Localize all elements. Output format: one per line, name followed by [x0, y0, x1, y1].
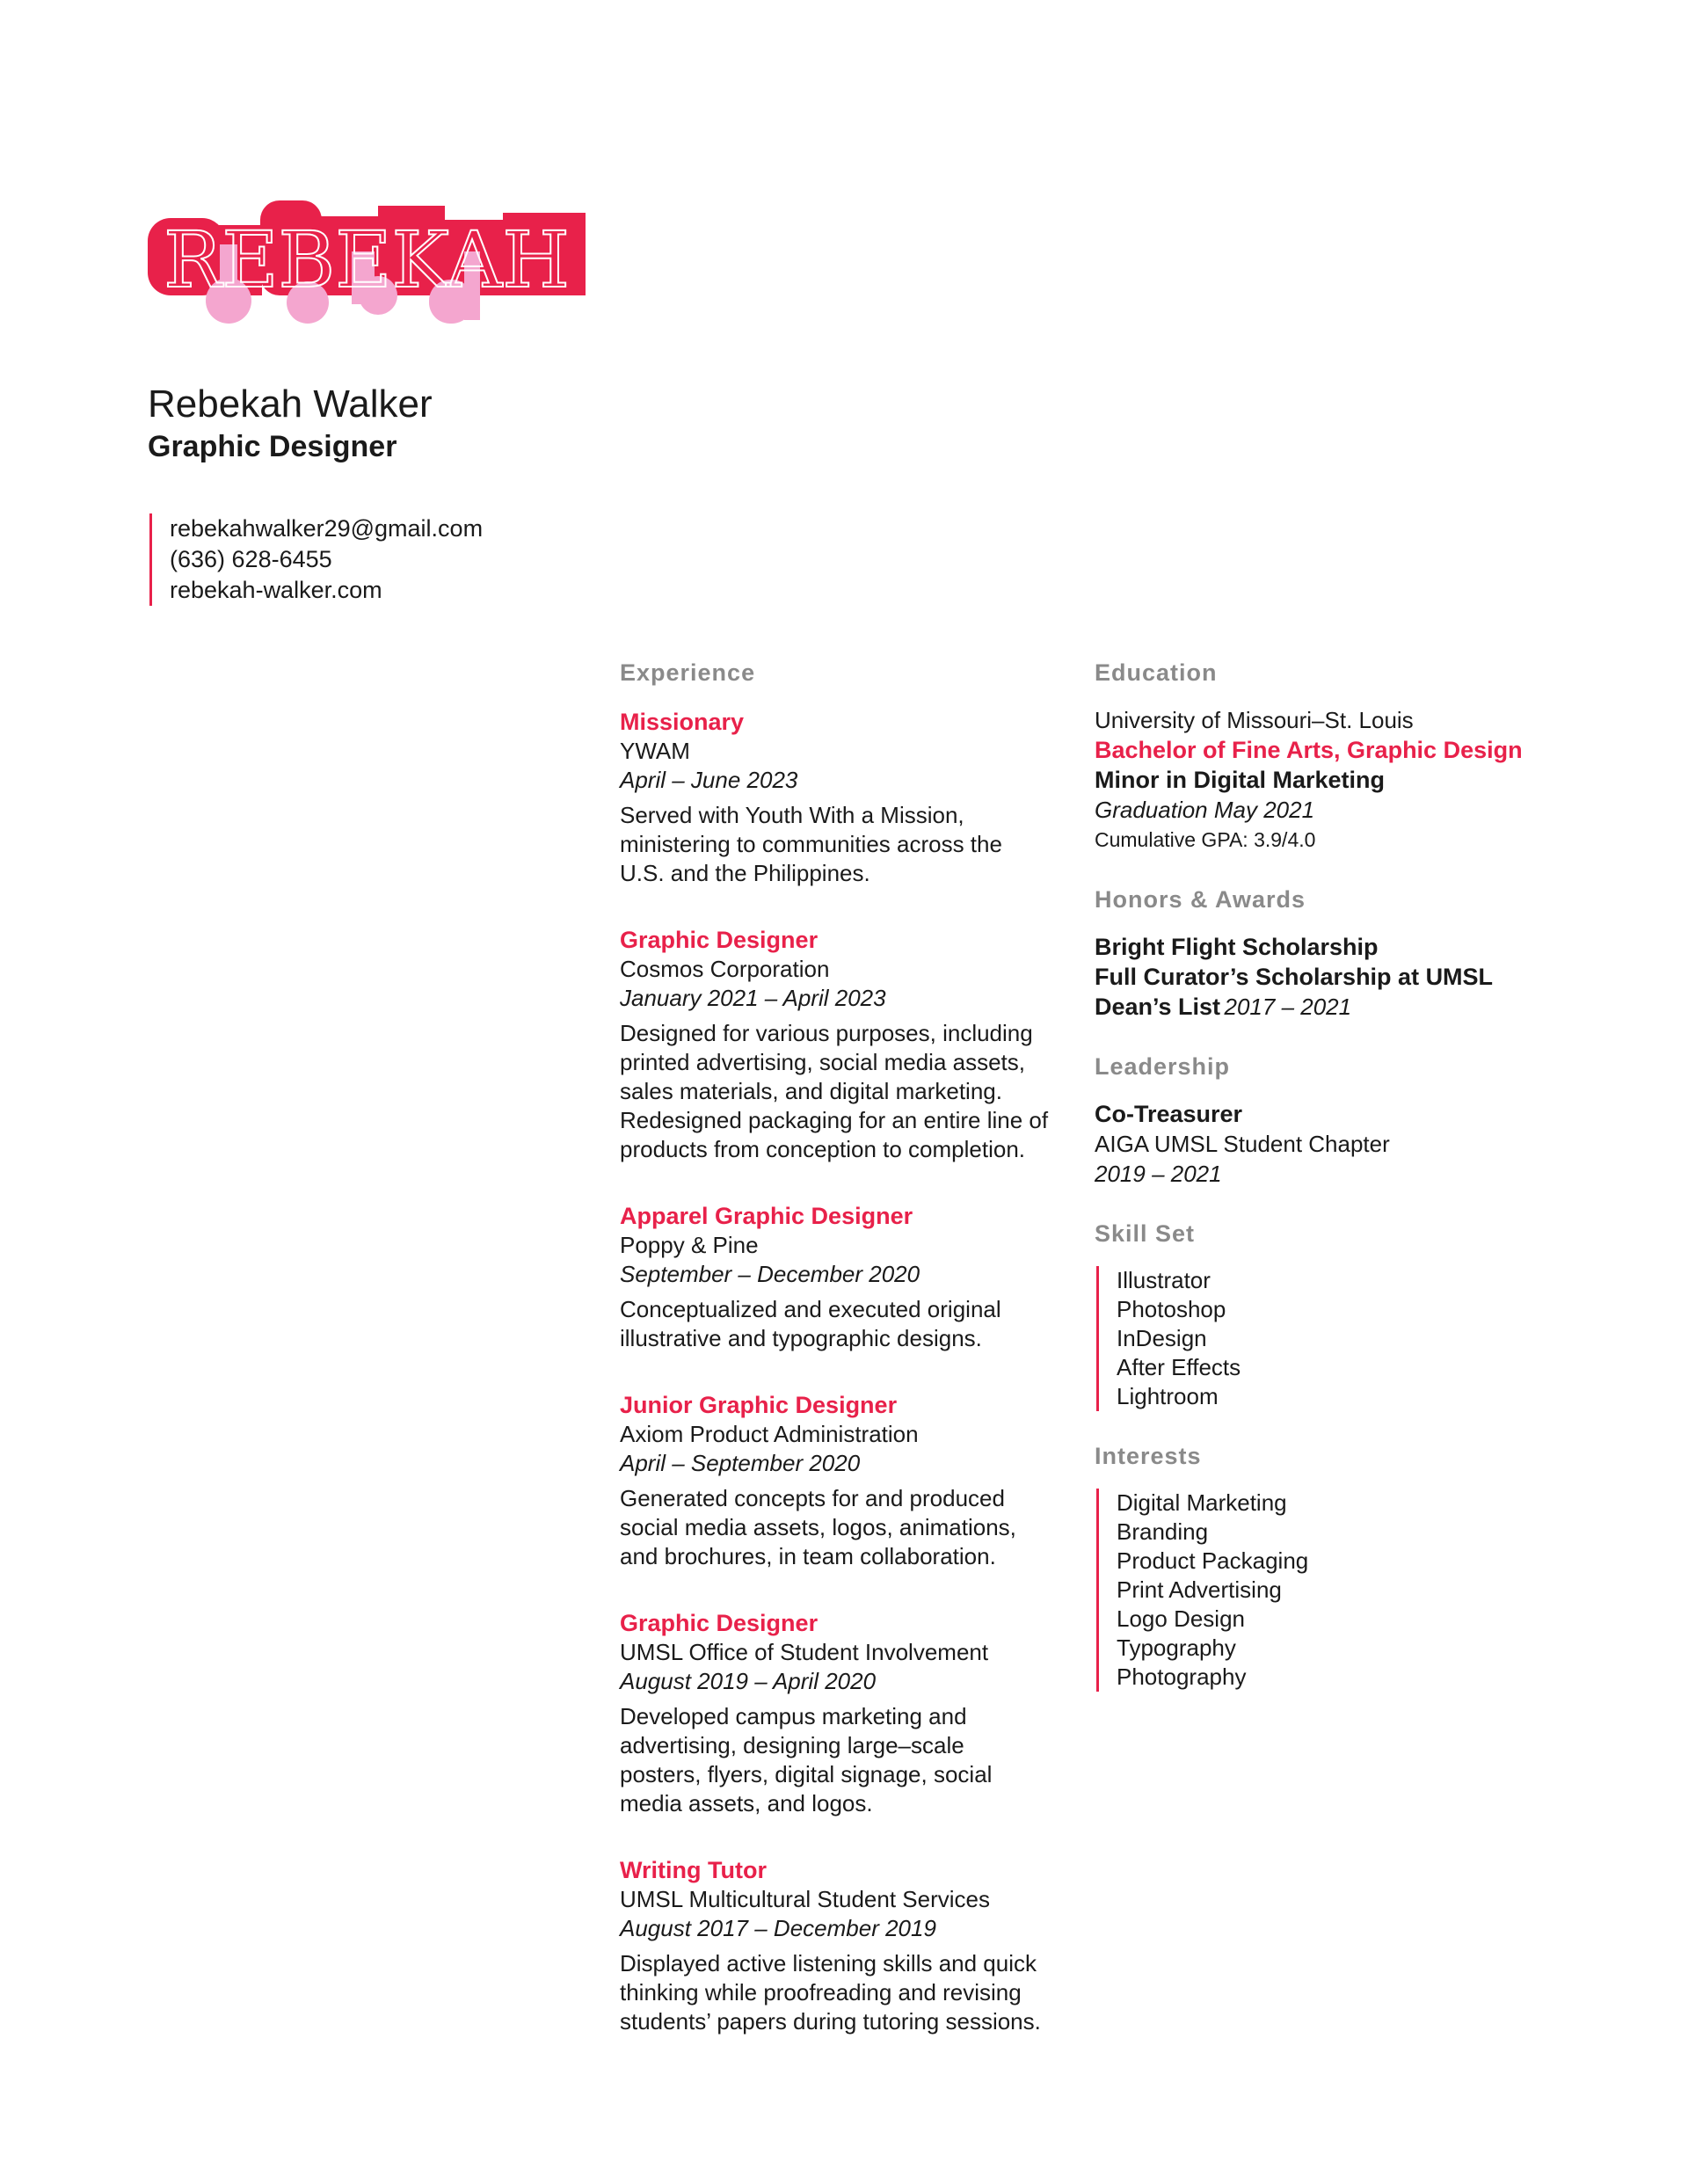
desc-line: thinking while proofreading and revising	[620, 1979, 1022, 2006]
job-date: August 2017 – December 2019	[620, 1915, 936, 1941]
job-entry	[620, 1855, 1077, 2036]
job-title: Graphic Designer	[620, 1610, 819, 1636]
job-org: Axiom Product Administration	[620, 1421, 919, 1447]
job-desc	[620, 1484, 1077, 1571]
list-item: InDesign	[1117, 1325, 1207, 1351]
honor-title: Dean’s List	[1095, 994, 1221, 1020]
education-section	[1095, 658, 1587, 855]
desc-line: illustrative and typographic designs.	[620, 1325, 982, 1351]
job-desc	[620, 1702, 1077, 1818]
desc-line: products from conception to completion.	[620, 1136, 1026, 1162]
list-item: Typography	[1117, 1634, 1236, 1661]
skills-section	[1095, 1219, 1587, 1411]
list-item: Print Advertising	[1117, 1576, 1282, 1603]
job-desc	[620, 1019, 1077, 1164]
honor-item: Bright Flight Scholarship	[1095, 934, 1379, 960]
honor-date: 2017 – 2021	[1224, 994, 1352, 1020]
job-org: YWAM	[620, 738, 690, 764]
desc-line: students’ papers during tutoring sessions.	[620, 2008, 1041, 2035]
website-link[interactable]: rebekah-walker.com	[170, 577, 382, 603]
honor-item: Full Curator’s Scholarship at UMSL	[1095, 964, 1494, 990]
desc-line: Developed campus marketing and	[620, 1703, 967, 1729]
list-item: Logo Design	[1117, 1605, 1245, 1632]
desc-line: and brochures, in team collaboration.	[620, 1543, 996, 1569]
desc-line: Conceptualized and executed original	[620, 1296, 1001, 1322]
phone-link[interactable]: (636) 628-6455	[170, 546, 332, 572]
interests-section	[1095, 1441, 1587, 1692]
desc-line: social media assets, logos, animations,	[620, 1514, 1016, 1540]
skills-heading: Skill Set	[1095, 1220, 1196, 1247]
list-item: Photoshop	[1117, 1296, 1226, 1322]
desc-line: printed advertising, social media assets,	[620, 1049, 1026, 1075]
job-entry	[620, 1201, 1077, 1353]
job-desc	[620, 1295, 1077, 1353]
job-title: Apparel Graphic Designer	[620, 1203, 913, 1229]
job-entry	[620, 1608, 1077, 1818]
experience-heading: Experience	[620, 659, 756, 686]
job-entry	[620, 1390, 1077, 1571]
desc-line: sales materials, and digital marketing.	[620, 1078, 1002, 1104]
person-name: Rebekah Walker	[148, 382, 433, 426]
list-item: Branding	[1117, 1518, 1209, 1545]
graduation: Graduation May 2021	[1095, 797, 1315, 823]
job-date: April – June 2023	[620, 767, 798, 793]
gpa: Cumulative GPA: 3.9/4.0	[1095, 828, 1316, 851]
person-role: Graphic Designer	[148, 430, 397, 463]
job-org: Poppy & Pine	[620, 1232, 759, 1258]
list-item: Photography	[1117, 1663, 1247, 1690]
desc-line: Redesigned packaging for an entire line of	[620, 1107, 1049, 1133]
desc-line: U.S. and the Philippines.	[620, 860, 870, 886]
leadership-date: 2019 – 2021	[1095, 1161, 1222, 1187]
job-title: Writing Tutor	[620, 1857, 767, 1883]
job-org: UMSL Multicultural Student Services	[620, 1886, 990, 1912]
school-name: University of Missouri–St. Louis	[1095, 707, 1414, 733]
list-item: Product Packaging	[1117, 1547, 1309, 1574]
honor-item	[1095, 992, 1587, 1022]
list-item: Illustrator	[1117, 1267, 1211, 1293]
leadership-org: AIGA UMSL Student Chapter	[1095, 1131, 1390, 1157]
desc-line: ministering to communities across the	[620, 831, 1002, 857]
job-entry	[620, 707, 1077, 888]
honors-section	[1095, 885, 1587, 1022]
right-column	[1095, 658, 1587, 1692]
rebekah-logo	[148, 199, 586, 332]
leadership-heading: Leadership	[1095, 1053, 1231, 1080]
list-item: After Effects	[1117, 1354, 1241, 1380]
desc-line: media assets, and logos.	[620, 1790, 873, 1816]
desc-line: Served with Youth With a Mission,	[620, 802, 964, 828]
contact-block	[149, 513, 483, 606]
interests-list	[1096, 1489, 1587, 1692]
job-org: UMSL Office of Student Involvement	[620, 1639, 989, 1665]
education-heading: Education	[1095, 659, 1218, 686]
job-date: September – December 2020	[620, 1261, 920, 1287]
job-entry	[620, 925, 1077, 1164]
desc-line: Displayed active listening skills and quick	[620, 1950, 1037, 1977]
degree: Bachelor of Fine Arts, Graphic Design	[1095, 737, 1523, 763]
logo-text: REBEKAH	[164, 215, 570, 305]
honors-heading: Honors & Awards	[1095, 886, 1306, 913]
email-link[interactable]: rebekahwalker29@gmail.com	[170, 515, 484, 542]
skills-list	[1096, 1266, 1587, 1411]
job-date: January 2021 – April 2023	[620, 985, 886, 1011]
job-date: April – September 2020	[620, 1450, 861, 1476]
desc-line: posters, flyers, digital signage, social	[620, 1761, 993, 1787]
job-date: August 2019 – April 2020	[620, 1668, 877, 1694]
job-org: Cosmos Corporation	[620, 956, 830, 982]
job-desc	[620, 1949, 1077, 2036]
desc-line: advertising, designing large–scale	[620, 1732, 964, 1758]
interests-heading: Interests	[1095, 1443, 1202, 1469]
minor: Minor in Digital Marketing	[1095, 767, 1386, 793]
leadership-section	[1095, 1052, 1587, 1189]
job-title: Junior Graphic Designer	[620, 1392, 898, 1418]
desc-line: Designed for various purposes, including	[620, 1020, 1033, 1046]
experience-section	[620, 658, 1077, 2036]
list-item: Lightroom	[1117, 1383, 1219, 1409]
desc-line: Generated concepts for and produced	[620, 1485, 1005, 1511]
job-desc	[620, 801, 1077, 888]
leadership-title: Co-Treasurer	[1095, 1101, 1243, 1127]
list-item: Digital Marketing	[1117, 1489, 1287, 1516]
job-title: Missionary	[620, 709, 745, 735]
job-title: Graphic Designer	[620, 927, 819, 953]
